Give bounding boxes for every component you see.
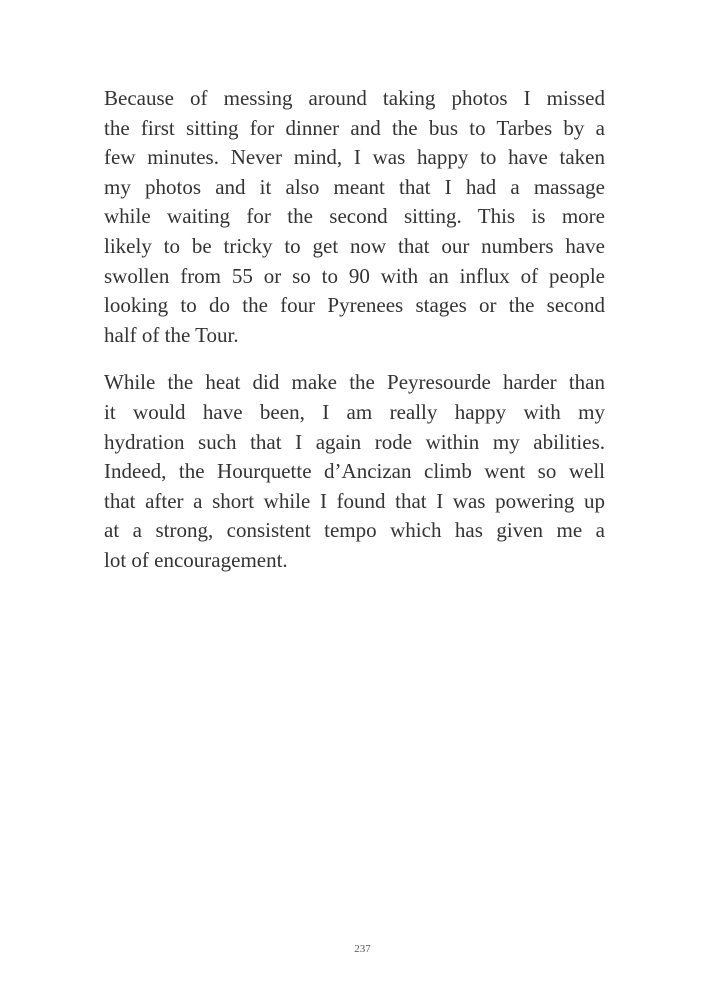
body-text: [104, 84, 605, 594]
text-line: few minutes. Never mind, I was happy to have taken: [104, 145, 605, 170]
text-line: while waiting for the second sitting. This is more: [104, 204, 605, 229]
paragraph: [104, 368, 605, 575]
text-line: swollen from 55 or so to 90 with an influx of people: [104, 263, 605, 288]
text-line: likely to be tricky to get now that our numbers have: [104, 233, 605, 258]
text-line: that after a short while I found that I was powering up: [104, 488, 605, 513]
text-line: Indeed, the Hourquette d’Ancizan climb went so well: [104, 459, 605, 484]
text-line: looking to do the four Pyrenees stages or the second: [104, 293, 605, 318]
text-line: lot of encouragement.: [104, 547, 288, 572]
text-line: it would have been, I am really happy with my: [104, 399, 605, 424]
text-line: While the heat did make the Peyresourde harder than: [104, 370, 605, 395]
text-line: Because of messing around taking photos I missed: [104, 86, 605, 110]
text-line: half of the Tour.: [104, 322, 239, 347]
text-line: hydration such that I again rode within my abilities.: [104, 429, 605, 454]
text-line: my photos and it also meant that I had a massage: [104, 174, 605, 199]
text-line: the first sitting for dinner and the bus to Tarbes by a: [104, 115, 605, 140]
paragraph: [104, 84, 605, 350]
page-number: 237: [354, 943, 371, 955]
text-line: at a strong, consistent tempo which has given me a: [104, 518, 605, 543]
